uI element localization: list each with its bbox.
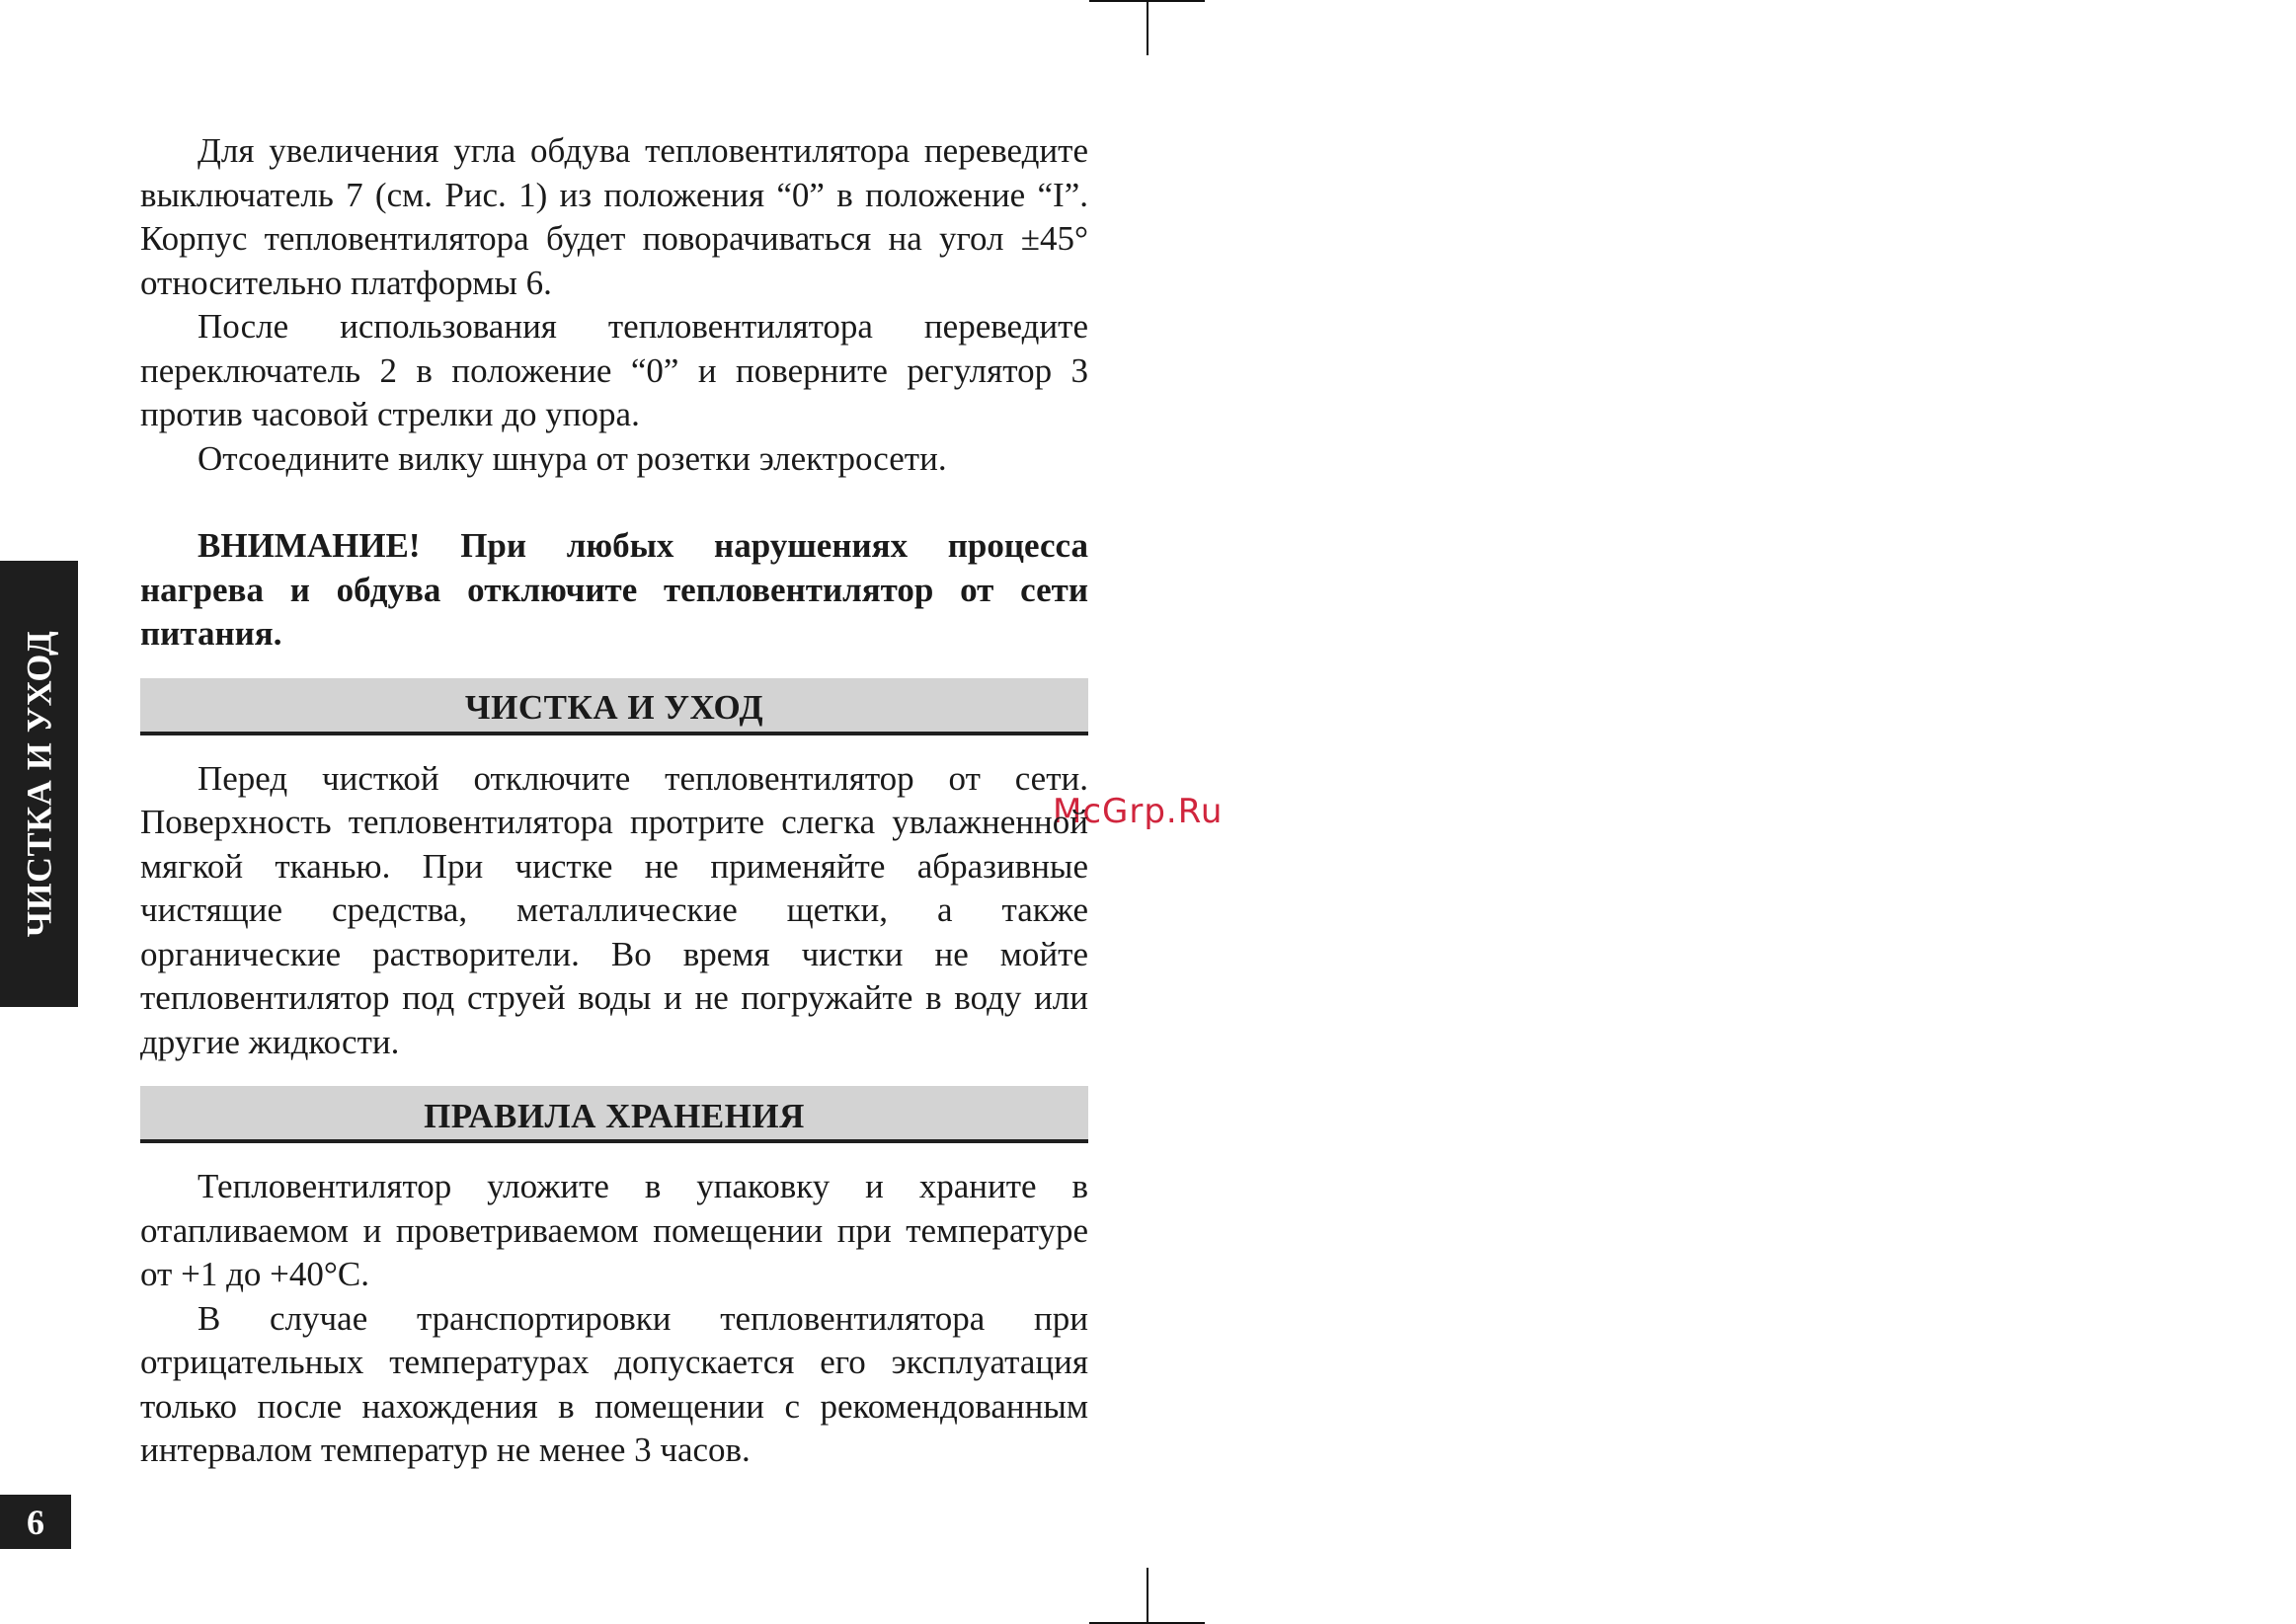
- page-number: 6: [0, 1495, 71, 1549]
- storage-heading: [140, 1086, 1088, 1143]
- crop-mark-bottom: [1147, 1568, 1148, 1624]
- cleaning-heading-text: ЧИСТКА И УХОД: [464, 688, 764, 728]
- cleaning-paragraph: Перед чисткой отключите тепловентилятор от сети. Поверхность тепловентилятора протрите слегка увлажненной мягкой тканью. При чистке не применяйте абразивные чистящие средства, металлические щетки, а также органические растворители. Во время чистки не мойте тепловентилятор под струей воды и не погружайте в воду или другие жидкости.: [140, 758, 1088, 1061]
- crop-mark-top: [1147, 0, 1148, 55]
- cleaning-heading: [140, 678, 1088, 735]
- intro-paragraph-1: Для увеличения угла обдува тепловентилятора переведите выключатель 7 (см. Рис. 1) из положения “0” в положение “I”. Корпус тепловентилятора будет поворачиваться на угол ±45° относительно платформы 6.: [140, 131, 1088, 302]
- text-column: [140, 129, 1088, 1473]
- storage-paragraph-2: В случае транспортировки тепловентилятора при отрицательных температурах допускается его эксплуатация только после нахождения в помещении с рекомендованным интервалом температур не менее 3 часов.: [140, 1298, 1088, 1469]
- watermark: McGrp.Ru: [1053, 792, 1224, 831]
- storage-heading-text: ПРАВИЛА ХРАНЕНИЯ: [424, 1096, 805, 1135]
- storage-paragraph-1: Тепловентилятор уложите в упаковку и храните в отапливаемом и проветриваемом помещении при температуре от +1 до +40°С.: [140, 1167, 1088, 1293]
- warning-paragraph: ВНИМАНИЕ! При любых нарушениях процесса нагрева и обдува отключите тепловентилятор от сети питания.: [140, 526, 1088, 653]
- intro-paragraph-2: После использования тепловентилятора переведите переключатель 2 в положение “0” и поверните регулятор 3 против часовой стрелки до упора.: [140, 307, 1088, 433]
- spacer: [140, 481, 1088, 524]
- intro-paragraph-3: Отсоедините вилку шнура от розетки электросети.: [198, 438, 947, 478]
- side-tab: [0, 561, 78, 1007]
- crop-mark-top-left: [1089, 0, 1205, 2]
- side-tab-label: ЧИСТКА И УХОД: [19, 630, 59, 938]
